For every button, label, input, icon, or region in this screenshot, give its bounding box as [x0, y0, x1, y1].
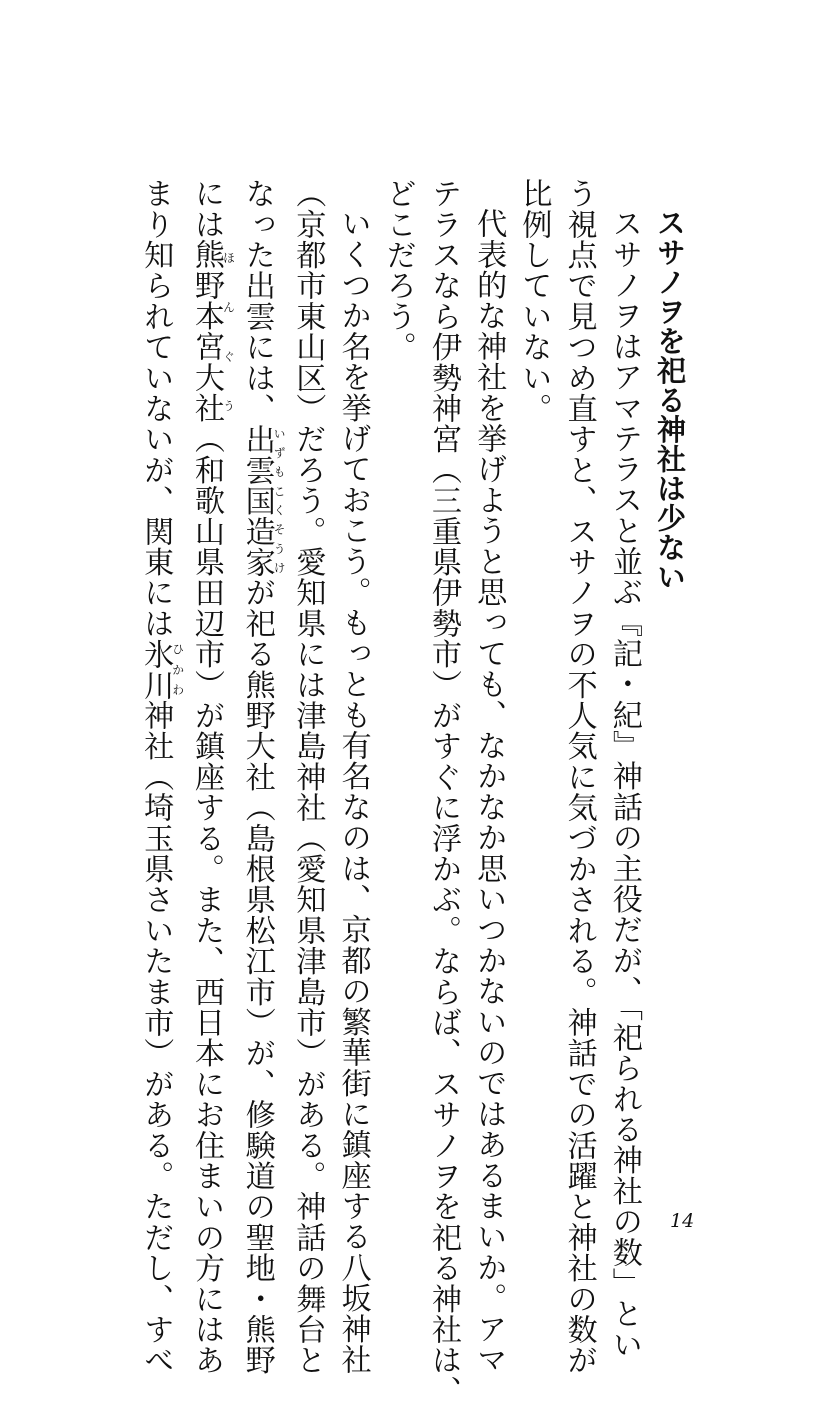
section-heading: スサノヲを祀る神社は少ない — [653, 208, 687, 592]
text-column: 比例していない。 — [516, 178, 552, 424]
ruby-reading: いずもこくそうけ — [272, 423, 287, 578]
text-column: テラスなら伊勢神宮（三重県伊勢市）がすぐに浮かぶ。ならば、スサノヲを祀る神社は、 — [425, 178, 461, 1406]
text-column-ruby — [234, 178, 287, 1376]
text-segment: なった出雲には、 — [239, 178, 275, 424]
text-segment: 神社（埼玉県さいたま市）がある。ただし、すべ — [138, 699, 174, 1376]
text-column-ruby — [133, 178, 185, 1376]
ruby-word — [188, 239, 236, 424]
text-segment: （和歌山県田辺市）が鎮座する。また、西日本にお住まいの方にはあ — [188, 423, 224, 1376]
text-column: 代表的な神社を挙げようと思っても、なかなか思いつかないのではあるまいか。アマ — [471, 208, 507, 1375]
page-number: 14 — [670, 1210, 695, 1232]
ruby-word — [138, 638, 185, 700]
text-segment: まり知られていないが、関東には — [138, 178, 174, 639]
ruby-base: 氷川 — [138, 638, 174, 700]
text-column: う視点で見つめ直すと、スサノヲの不人気に気づかされる。神話での活躍と神社の数が — [561, 178, 597, 1376]
text-column: （京都市東山区）だろう。愛知県には津島神社（愛知県津島市）がある。神話の舞台と — [290, 178, 326, 1376]
ruby-base: 出雲国造家 — [239, 423, 275, 578]
text-column: いくつか名を挙げておこう。もっとも有名なのは、京都の繁華街に鎮座する八坂神社 — [335, 208, 371, 1375]
text-column: どこだろう。 — [380, 178, 416, 363]
text-segment: が祀る熊野大社（島根県松江市）が、修験道の聖地・熊野 — [239, 577, 275, 1376]
ruby-base: 熊野本宮大社 — [188, 239, 224, 424]
text-column: スサノヲはアマテラスと並ぶ『記・紀』神話の主役だが、「祀られる神社の数」とい — [606, 208, 642, 1360]
ruby-word — [239, 423, 287, 578]
text-column-ruby — [184, 178, 236, 1376]
text-segment: には — [188, 178, 224, 240]
ruby-reading: ひかわ — [170, 638, 185, 700]
ruby-reading: ほんぐう — [221, 239, 236, 424]
